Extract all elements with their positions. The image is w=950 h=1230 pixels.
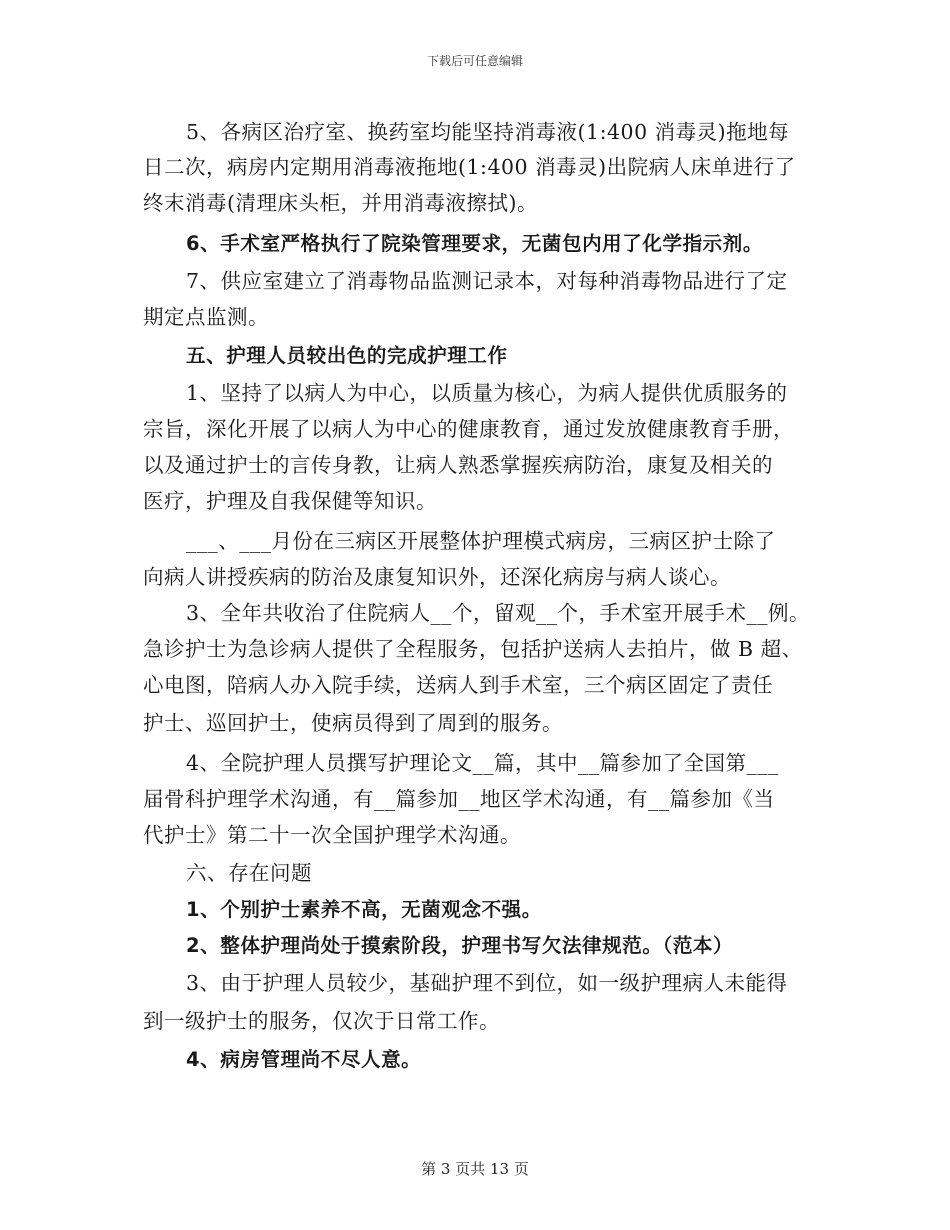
paragraph-line: 心电图，陪病人办入院手续，送病人到手术室，三个病区固定了责任 [143,673,773,697]
paragraph-line: 代护士》第二十一次全国护理学术沟通。 [143,823,521,847]
section-heading: 六、存在问题 [186,861,312,885]
page-header: 下载后可任意编辑 [426,54,523,68]
paragraph-line: 终末消毒(清理床头柜，并用消毒液擦拭)。 [143,191,538,215]
paragraph-line: 期定点监测。 [143,305,269,329]
paragraph-line: 急诊护士为急诊病人提供了全程服务，包括护送病人去拍片，做 B 超、 [143,637,803,661]
paragraph-line: 日二次，病房内定期用消毒液拖地(1:400 消毒灵)出院病人床单进行了 [143,155,796,179]
paragraph-line: 7、供应室建立了消毒物品监测记录本，对每种消毒物品进行了定 [186,269,788,293]
paragraph-line: 4、全院护理人员撰写护理论文__篇，其中__篇参加了全国第___ [186,751,779,775]
paragraph-line: 1、坚持了以病人为中心，以质量为核心，为病人提供优质服务的 [186,381,788,405]
paragraph-line: 届骨科护理学术沟通，有__篇参加__地区学术沟通，有__篇参加《当 [143,787,775,811]
paragraph-line: 医疗，护理及自我保健等知识。 [143,489,437,513]
bold-paragraph-line: 4、病房管理尚不尽人意。 [186,1048,422,1071]
paragraph-line: 宗旨，深化开展了以病人为中心的健康教育，通过发放健康教育手册， [143,417,794,441]
paragraph-line: ___、___月份在三病区开展整体护理模式病房，三病区护士除了 [186,529,776,553]
bold-paragraph-line: 6、手术室严格执行了院染管理要求，无菌包内用了化学指示剂。 [186,232,763,255]
paragraph-line: 以及通过护士的言传身教，让病人熟悉掌握疾病防治，康复及相关的 [143,453,773,477]
bold-paragraph-line: 2、整体护理尚处于摸索阶段，护理书写欠法律规范。（范本） [186,934,734,957]
paragraph-line: 3、由于护理人员较少，基础护理不到位，如一级护理病人未能得 [186,971,788,995]
section-heading: 五、护理人员较出色的完成护理工作 [186,344,508,367]
paragraph-line: 到一级护士的服务，仅次于日常工作。 [143,1009,500,1033]
page-footer: 第 3 页共 13 页 [421,1160,529,1178]
bold-paragraph-line: 1、个别护士素养不高，无菌观念不强。 [186,898,542,921]
paragraph-line: 5、各病区治疗室、换药室均能坚持消毒液(1:400 消毒灵)拖地每 [186,120,790,144]
paragraph-line: 3、全年共收治了住院病人__个，留观__个，手术室开展手术__例。 [186,601,811,625]
paragraph-line: 护士、巡回护士，使病员得到了周到的服务。 [143,711,563,735]
paragraph-line: 向病人讲授疾病的防治及康复知识外，还深化病房与病人谈心。 [143,565,731,589]
